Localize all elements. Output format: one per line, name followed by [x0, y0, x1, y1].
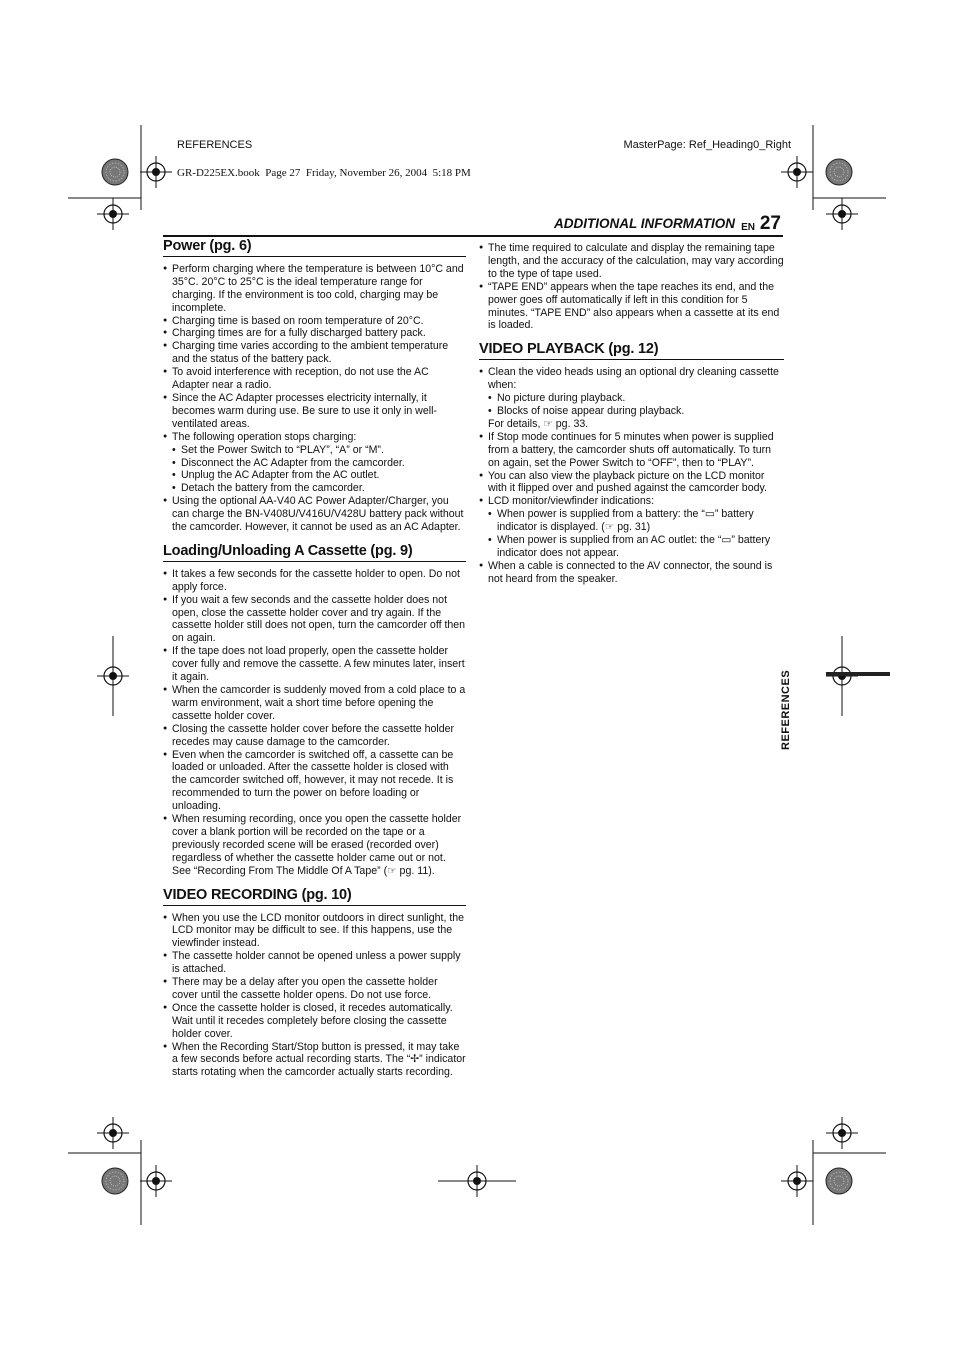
sub-list-item: • When power is supplied from an AC outlet: the “▭” battery indicator does not appear. [479, 534, 784, 560]
list-item: ● To avoid interference with reception, do not use the AC Adapter near a radio. [163, 366, 466, 392]
loading-heading: Loading/Unloading A Cassette (pg. 9) [163, 545, 466, 562]
list-item: ● Charging time varies according to the ambient temperature and the status of the battery pack. [163, 340, 466, 366]
sub-list-item: • Set the Power Switch to “PLAY”, “A” or “M”. [163, 444, 466, 457]
side-tab-text: REFERENCES [780, 669, 792, 750]
right-column [479, 242, 784, 586]
list-item: ● There may be a delay after you open the cassette holder cover until the cassette holder opens. Do not use force. [163, 976, 466, 1002]
sub-list-item: • When power is supplied from a battery: the “▭” battery indicator is displayed. (☞ pg. 31) [479, 508, 784, 534]
running-title-bar [163, 215, 783, 237]
list-item: ● Clean the video heads using an optional dry cleaning cassette when: [479, 366, 784, 392]
power-list [163, 263, 466, 534]
left-column [163, 240, 466, 1079]
sub-list-item: • No picture during playback. [479, 392, 784, 405]
page-number: 27 [759, 213, 781, 234]
list-item: ● Perform charging where the temperature is between 10°C and 35°C. 20°C to 25°C is the ideal temperature range for charging. If the environment is too cold, charging may be incomplete. [163, 263, 466, 315]
playback-heading: VIDEO PLAYBACK (pg. 12) [479, 343, 784, 360]
sub-list-item: • Disconnect the AC Adapter from the camcorder. [163, 457, 466, 470]
header-left-label: REFERENCES [177, 139, 253, 151]
loading-list [163, 568, 466, 878]
list-item: ● The cassette holder cannot be opened unless a power supply is attached. [163, 950, 466, 976]
title-rule [163, 235, 783, 237]
sub-list-item: • Unplug the AC Adapter from the AC outlet. [163, 469, 466, 482]
list-item: ● Charging times are for a fully discharged battery pack. [163, 327, 466, 340]
recording-heading: VIDEO RECORDING (pg. 10) [163, 889, 466, 906]
details-note: For details, ☞ pg. 33. [488, 417, 589, 430]
list-item: ● Closing the cassette holder cover before the cassette holder recedes may cause damage to the camcorder. [163, 723, 466, 749]
list-item: ● You can also view the playback picture on the LCD monitor with it flipped over and pushed against the camcorder body. [479, 470, 784, 496]
list-item: ● The time required to calculate and display the remaining tape length, and the accuracy of the calculation, may vary according to the type of tape used. [479, 242, 784, 281]
list-item: ● “TAPE END” appears when the tape reaches its end, and the power goes off automatically if left in this condition for 5 minutes. “TAPE END” also appears when a cassette at its end is loaded. [479, 281, 784, 333]
list-item: ● If you wait a few seconds and the cassette holder does not open, close the cassette holder cover and try again. If the cassette holder still does not open, turn the camcorder off then on again. [163, 594, 466, 646]
sub-list-item: • Detach the battery from the camcorder. [163, 482, 466, 495]
list-item: ● It takes a few seconds for the cassette holder to open. Do not apply force. [163, 568, 466, 594]
list-item: ● When resuming recording, once you open the cassette holder cover a blank portion will be recorded on the tape or a previously recorded scene will be erased (recorded over) regardless of whether the cassette holder came out or not. See “Recording From The Middle Of A Tape” (☞ pg. 11). [163, 813, 466, 878]
side-tab-bar [826, 672, 890, 676]
list-item: ● When the camcorder is suddenly moved from a cold place to a warm environment, wait a short time before opening the cassette holder cover. [163, 684, 466, 723]
section-title: ADDITIONAL INFORMATION [554, 216, 735, 231]
list-item: ● Once the cassette holder is closed, it recedes automatically. Wait until it recedes completely before closing the cassette holder cover. [163, 1002, 466, 1041]
list-item: ● The following operation stops charging: [163, 431, 466, 444]
language-code: EN [741, 222, 755, 233]
book-info-line: GR-D225EX.book Page 27 Friday, November 26, 2004 5:18 PM [177, 167, 471, 179]
playback-list [479, 366, 784, 585]
list-item: ● When you use the LCD monitor outdoors in direct sunlight, the LCD monitor may be difficult to see. If this happens, use the viewfinder instead. [163, 912, 466, 951]
list-item: ● Charging time is based on room temperature of 20°C. [163, 315, 466, 328]
recording-list [163, 912, 466, 1080]
list-item: ● When a cable is connected to the AV connector, the sound is not heard from the speaker. [479, 560, 784, 586]
list-item: ● If Stop mode continues for 5 minutes when power is supplied from a battery, the camcorder shuts off automatically. To turn on again, set the Power Switch to “OFF”, then to “PLAY”. [479, 431, 784, 470]
list-item: ● Since the AC Adapter processes electricity internally, it becomes warm during use. Be sure to use it only in well-ventilated areas. [163, 392, 466, 431]
list-item: ● When the Recording Start/Stop button is pressed, it may take a few seconds before actual recording starts. The “✢” indicator starts rotating when the camcorder actually starts recording. [163, 1041, 466, 1080]
list-item: ● LCD monitor/viewfinder indications: [479, 495, 784, 508]
side-tab-label [780, 669, 804, 800]
header-right-label: MasterPage: Ref_Heading0_Right [623, 139, 791, 151]
list-item: ● Even when the camcorder is switched off, a cassette can be loaded or unloaded. After the cassette holder is closed with the camcorder switched off, however, it may not recede. It is recommended to turn the power on before loading or unloading. [163, 749, 466, 814]
list-item: ● If the tape does not load properly, open the cassette holder cover fully and remove the cassette. A few minutes later, insert it again. [163, 645, 466, 684]
list-item: ● Using the optional AA-V40 AC Power Adapter/Charger, you can charge the BN-V408U/V416U/V428U battery pack without the camcorder. However, it cannot be used as an AC Adapter. [163, 495, 466, 534]
power-heading: Power (pg. 6) [163, 240, 466, 257]
sub-list-item: • Blocks of noise appear during playback. [479, 405, 784, 418]
recording-cont-list [479, 242, 784, 332]
